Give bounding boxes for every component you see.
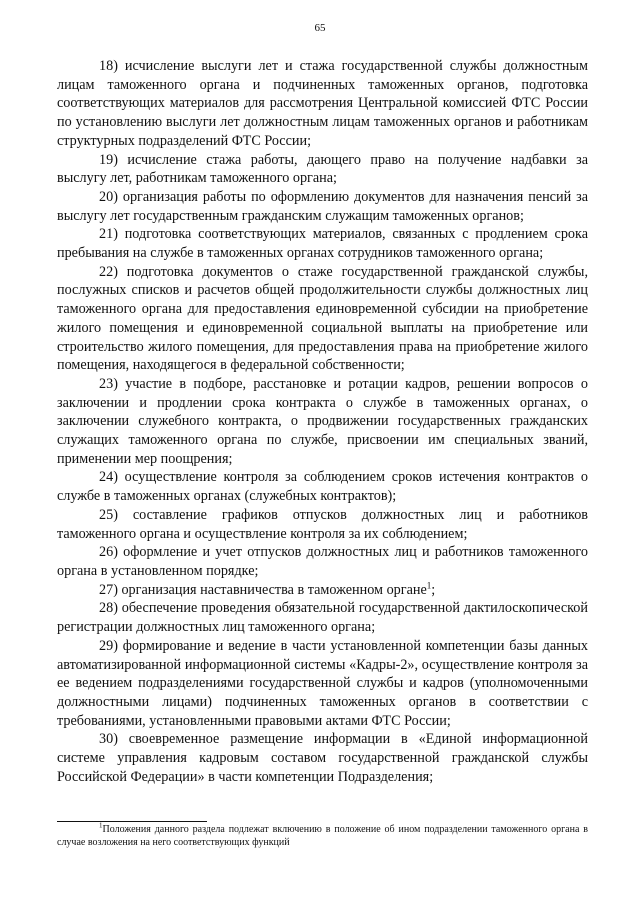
- paragraph-27-end: ;: [431, 581, 436, 598]
- document-body: [57, 57, 588, 786]
- paragraph-19: 19) исчисление стажа работы, дающего право на получение надбавки за выслугу лет, работникам таможенного органа;: [57, 151, 588, 187]
- paragraph-30: 30) своевременное размещение информации в «Единой информационной системе управления кадровым составом государственной гражданской службы Российской Федерации» в части компетенции Подразделения;: [57, 731, 588, 785]
- paragraph-18: 18) исчисление выслуги лет и стажа государственной службы должностным лицам таможенного органа и подчиненных таможенных органов, подготовка соответствующих материалов для рассмотрения Центральной комиссией ФТС России по установлению выслуги лет должностным лицам таможенных органов и работникам структурных подразделений ФТС России;: [57, 58, 588, 149]
- paragraph-21: 21) подготовка соответствующих материалов, связанных с продлением срока пребывания на службе в таможенных органах сотрудников таможенного органа;: [57, 226, 588, 262]
- footnote: [57, 823, 588, 849]
- paragraph-23: 23) участие в подборе, расстановке и ротации кадров, решении вопросов о заключении и продлении срока контракта о службе в таможенных органах, о заключении служебного контракта, о продвижении государственных гражданских служащих таможенного органа по службе, присвоении им специальных званий, применении мер поощрения;: [57, 375, 588, 467]
- footnote-text: Положения данного раздела подлежат включению в положение об ином подразделении таможенного органа в случае возложения на него соответствующих функций: [57, 824, 588, 848]
- paragraph-24: 24) осуществление контроля за соблюдением сроков истечения контрактов о службе в таможенных органах (служебных контрактов);: [57, 469, 588, 505]
- page-number: 65: [314, 22, 326, 34]
- footnote-marker: 1: [99, 821, 103, 830]
- footnote-reference[interactable]: 1: [426, 579, 432, 590]
- paragraph-27: [57, 581, 588, 600]
- paragraph-25: 25) составление графиков отпусков должностных лиц и работников таможенного органа и осуществление контроля за их соблюдением;: [57, 506, 588, 542]
- paragraph-22: 22) подготовка документов о стаже государственной гражданской службы, послужных списков и расчетов общей продолжительности службы должностных лиц таможенного органа для предоставления единовременной субсидии на приобретение жилого помещения и единовременной социальной выплаты на приобретение или строительство жилого помещения, для предоставления права на приобретение жилого помещения, находящегося в федеральной собственности;: [57, 263, 588, 374]
- paragraph-20: 20) организация работы по оформлению документов для назначения пенсий за выслугу лет государственным гражданским служащим таможенных органов;: [57, 188, 588, 224]
- paragraph-26: 26) оформление и учет отпусков должностных лиц и работников таможенного органа в установленном порядке;: [57, 544, 588, 579]
- paragraph-28: 28) обеспечение проведения обязательной государственной дактилоскопической регистрации должностных лиц таможенного органа;: [57, 600, 588, 636]
- paragraph-29: 29) формирование и ведение в части установленной компетенции базы данных автоматизированной информационной системы «Кадры-2», осуществление контроля за ее ведением подразделениями государственной службы и кадров (уполномоченными должностными лицами) подчиненных таможенных органов в соответствии с требованиями, установленными правовыми актами ФТС России;: [57, 637, 588, 729]
- paragraph-27-text: 27) организация наставничества в таможенном органе: [99, 581, 427, 598]
- footnote-divider: [57, 821, 207, 822]
